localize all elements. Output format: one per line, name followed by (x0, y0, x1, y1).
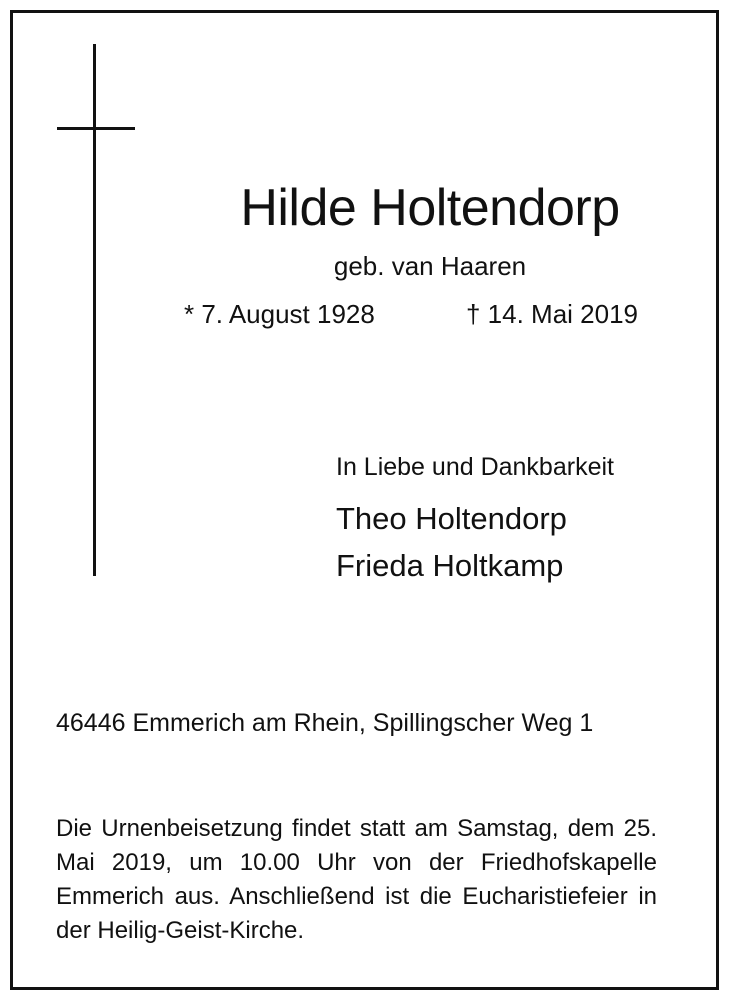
mourner-name: Theo Holtendorp (336, 501, 567, 536)
cross-vertical-bar (93, 44, 96, 576)
thanks-line: In Liebe und Dankbarkeit (336, 453, 614, 481)
maiden-name: geb. van Haaren (333, 251, 527, 281)
cross-horizontal-bar (57, 127, 135, 130)
deceased-name: Hilde Holtendorp (240, 179, 620, 237)
ceremony-text: Die Urnenbeisetzung findet statt am Samstag, dem 25. Mai 2019, um 10.00 Uhr von der Friedhofskapelle Emmerich aus. Anschließend ist die Eucharistiefeier in der Heilig-Geist-Kirche. (56, 815, 657, 944)
mourner-name: Frieda Holtkamp (336, 548, 564, 583)
address: 46446 Emmerich am Rhein, Spillingscher Weg 1 (56, 709, 594, 737)
birth-date: * 7. August 1928 (184, 299, 375, 329)
death-date: † 14. Mai 2019 (466, 299, 639, 329)
